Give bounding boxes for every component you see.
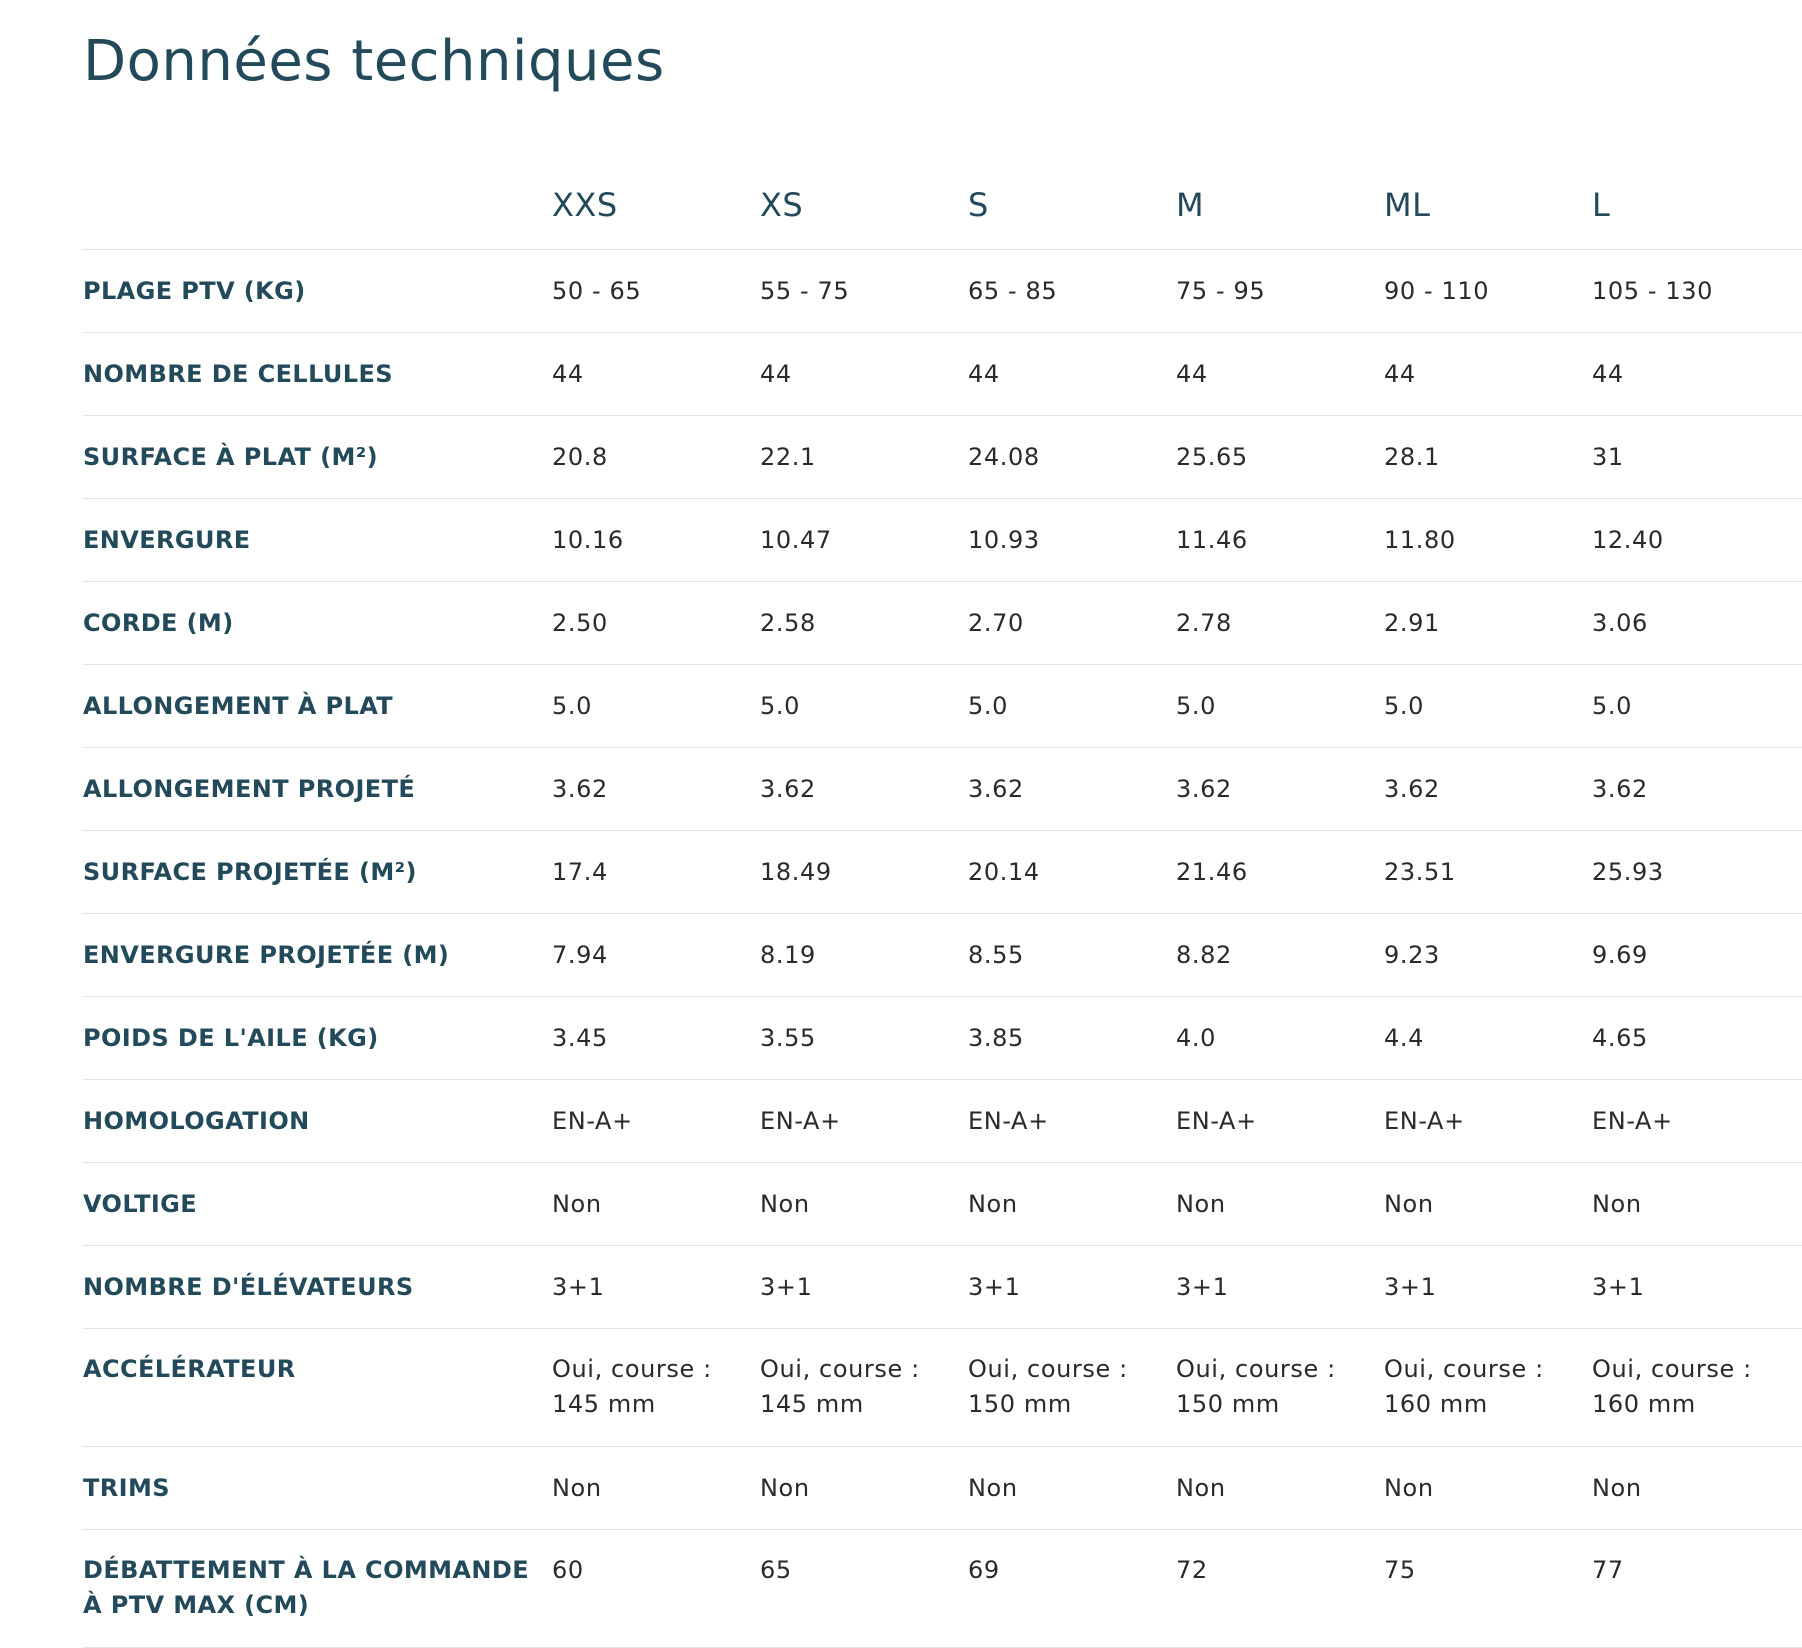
table-cell: 3+1 — [552, 1246, 760, 1329]
table-row — [83, 1163, 1802, 1246]
size-header: L — [1592, 160, 1802, 250]
table-cell: Non — [1384, 1163, 1592, 1246]
row-label: DÉBATTEMENT À LA COMMANDE À PTV MAX (CM) — [83, 1530, 552, 1648]
row-label: HOMOLOGATION — [83, 1080, 552, 1163]
table-cell: 3.62 — [760, 748, 968, 831]
row-label: CORDE (M) — [83, 582, 552, 665]
table-row — [83, 997, 1802, 1080]
table-cell: 10.16 — [552, 499, 760, 582]
table-cell: 5.0 — [1176, 665, 1384, 748]
table-cell: EN-A+ — [760, 1080, 968, 1163]
table-cell: 25.65 — [1176, 416, 1384, 499]
table-cell: 75 — [1384, 1530, 1592, 1648]
row-label: NOMBRE DE CELLULES — [83, 333, 552, 416]
table-cell: 11.80 — [1384, 499, 1592, 582]
table-cell: 90 - 110 — [1384, 250, 1592, 333]
table-cell: 10.47 — [760, 499, 968, 582]
table-cell: 23.51 — [1384, 831, 1592, 914]
table-cell: 7.94 — [552, 914, 760, 997]
table-cell: 8.55 — [968, 914, 1176, 997]
size-header: ML — [1384, 160, 1592, 250]
table-cell: 44 — [1384, 333, 1592, 416]
table-row — [83, 1329, 1802, 1447]
table-cell: 24.08 — [968, 416, 1176, 499]
table-row — [83, 1447, 1802, 1530]
table-cell: 17.4 — [552, 831, 760, 914]
table-cell: 44 — [552, 333, 760, 416]
table-cell: 44 — [1176, 333, 1384, 416]
table-cell: 3.62 — [1384, 748, 1592, 831]
size-header: XS — [760, 160, 968, 250]
row-label: VOLTIGE — [83, 1163, 552, 1246]
table-cell: 5.0 — [968, 665, 1176, 748]
table-cell: 22.1 — [760, 416, 968, 499]
table-row — [83, 665, 1802, 748]
size-header: M — [1176, 160, 1384, 250]
table-cell: Non — [1176, 1447, 1384, 1530]
table-cell: 3+1 — [968, 1246, 1176, 1329]
row-label: SURFACE PROJETÉE (M²) — [83, 831, 552, 914]
table-row — [83, 250, 1802, 333]
table-cell: 77 — [1592, 1530, 1802, 1648]
table-cell: 4.4 — [1384, 997, 1592, 1080]
table-cell: 60 — [552, 1530, 760, 1648]
table-cell: 55 - 75 — [760, 250, 968, 333]
table-cell: EN-A+ — [1384, 1080, 1592, 1163]
table-cell: Non — [1176, 1163, 1384, 1246]
table-cell: 69 — [968, 1530, 1176, 1648]
table-cell: EN-A+ — [1176, 1080, 1384, 1163]
table-cell: Oui, course : 150 mm — [968, 1329, 1176, 1447]
table-cell: 2.78 — [1176, 582, 1384, 665]
table-cell: 3+1 — [1592, 1246, 1802, 1329]
table-cell: EN-A+ — [1592, 1080, 1802, 1163]
table-cell: 31 — [1592, 416, 1802, 499]
table-cell: 3+1 — [760, 1246, 968, 1329]
table-cell: Non — [1384, 1447, 1592, 1530]
table-cell: 10.93 — [968, 499, 1176, 582]
table-row — [83, 333, 1802, 416]
table-row — [83, 831, 1802, 914]
table-row — [83, 1530, 1802, 1648]
table-cell: 72 — [1176, 1530, 1384, 1648]
table-cell: Non — [552, 1447, 760, 1530]
table-cell: 5.0 — [552, 665, 760, 748]
row-label: ENVERGURE — [83, 499, 552, 582]
size-header-row — [83, 160, 1802, 250]
table-cell: 2.58 — [760, 582, 968, 665]
table-cell: 44 — [968, 333, 1176, 416]
size-header: S — [968, 160, 1176, 250]
table-cell: 65 - 85 — [968, 250, 1176, 333]
table-cell: 5.0 — [760, 665, 968, 748]
table-cell: 5.0 — [1384, 665, 1592, 748]
header-corner — [83, 160, 552, 250]
row-label: NOMBRE D'ÉLÉVATEURS — [83, 1246, 552, 1329]
table-cell: 9.23 — [1384, 914, 1592, 997]
table-cell: 28.1 — [1384, 416, 1592, 499]
table-cell: EN-A+ — [552, 1080, 760, 1163]
table-cell: Oui, course : 160 mm — [1592, 1329, 1802, 1447]
table-cell: 3.06 — [1592, 582, 1802, 665]
table-cell: Non — [1592, 1447, 1802, 1530]
table-cell: 25.93 — [1592, 831, 1802, 914]
table-row — [83, 748, 1802, 831]
table-cell: Non — [968, 1163, 1176, 1246]
table-cell: Oui, course : 145 mm — [760, 1329, 968, 1447]
table-cell: Oui, course : 160 mm — [1384, 1329, 1592, 1447]
table-cell: 8.82 — [1176, 914, 1384, 997]
row-label: TRIMS — [83, 1447, 552, 1530]
row-label: POIDS DE L'AILE (KG) — [83, 997, 552, 1080]
table-cell: 2.50 — [552, 582, 760, 665]
row-label: ENVERGURE PROJETÉE (M) — [83, 914, 552, 997]
table-cell: 75 - 95 — [1176, 250, 1384, 333]
row-label: SURFACE À PLAT (M²) — [83, 416, 552, 499]
table-cell: 3+1 — [1384, 1246, 1592, 1329]
table-cell: 3+1 — [1176, 1246, 1384, 1329]
specs-table-body — [83, 250, 1802, 1648]
table-cell: 21.46 — [1176, 831, 1384, 914]
table-cell: 3.62 — [1592, 748, 1802, 831]
table-cell: 5.0 — [1592, 665, 1802, 748]
table-cell: 4.0 — [1176, 997, 1384, 1080]
table-cell: Non — [552, 1163, 760, 1246]
page-title: Données techniques — [83, 29, 665, 94]
table-cell: 3.55 — [760, 997, 968, 1080]
table-cell: Oui, course : 150 mm — [1176, 1329, 1384, 1447]
table-cell: 44 — [1592, 333, 1802, 416]
table-cell: Non — [760, 1447, 968, 1530]
table-row — [83, 416, 1802, 499]
table-cell: 12.40 — [1592, 499, 1802, 582]
row-label: PLAGE PTV (KG) — [83, 250, 552, 333]
row-label: ACCÉLÉRATEUR — [83, 1329, 552, 1447]
table-row — [83, 1080, 1802, 1163]
table-cell: 3.62 — [552, 748, 760, 831]
table-cell: 4.65 — [1592, 997, 1802, 1080]
table-cell: 18.49 — [760, 831, 968, 914]
table-cell: 20.14 — [968, 831, 1176, 914]
table-cell: Non — [1592, 1163, 1802, 1246]
table-cell: 2.91 — [1384, 582, 1592, 665]
row-label: ALLONGEMENT À PLAT — [83, 665, 552, 748]
table-cell: 11.46 — [1176, 499, 1384, 582]
table-row — [83, 499, 1802, 582]
table-cell: 50 - 65 — [552, 250, 760, 333]
table-row — [83, 1246, 1802, 1329]
table-cell: 44 — [760, 333, 968, 416]
table-cell: 65 — [760, 1530, 968, 1648]
table-cell: Non — [968, 1447, 1176, 1530]
table-cell: 9.69 — [1592, 914, 1802, 997]
table-cell: 105 - 130 — [1592, 250, 1802, 333]
table-cell: 3.62 — [968, 748, 1176, 831]
table-cell: 20.8 — [552, 416, 760, 499]
table-row — [83, 582, 1802, 665]
table-cell: EN-A+ — [968, 1080, 1176, 1163]
specs-table — [83, 160, 1802, 1648]
table-cell: 3.45 — [552, 997, 760, 1080]
table-cell: 3.62 — [1176, 748, 1384, 831]
table-cell: Non — [760, 1163, 968, 1246]
size-header: XXS — [552, 160, 760, 250]
table-cell: 2.70 — [968, 582, 1176, 665]
table-cell: 3.85 — [968, 997, 1176, 1080]
table-cell: 8.19 — [760, 914, 968, 997]
table-row — [83, 914, 1802, 997]
table-cell: Oui, course : 145 mm — [552, 1329, 760, 1447]
row-label: ALLONGEMENT PROJETÉ — [83, 748, 552, 831]
